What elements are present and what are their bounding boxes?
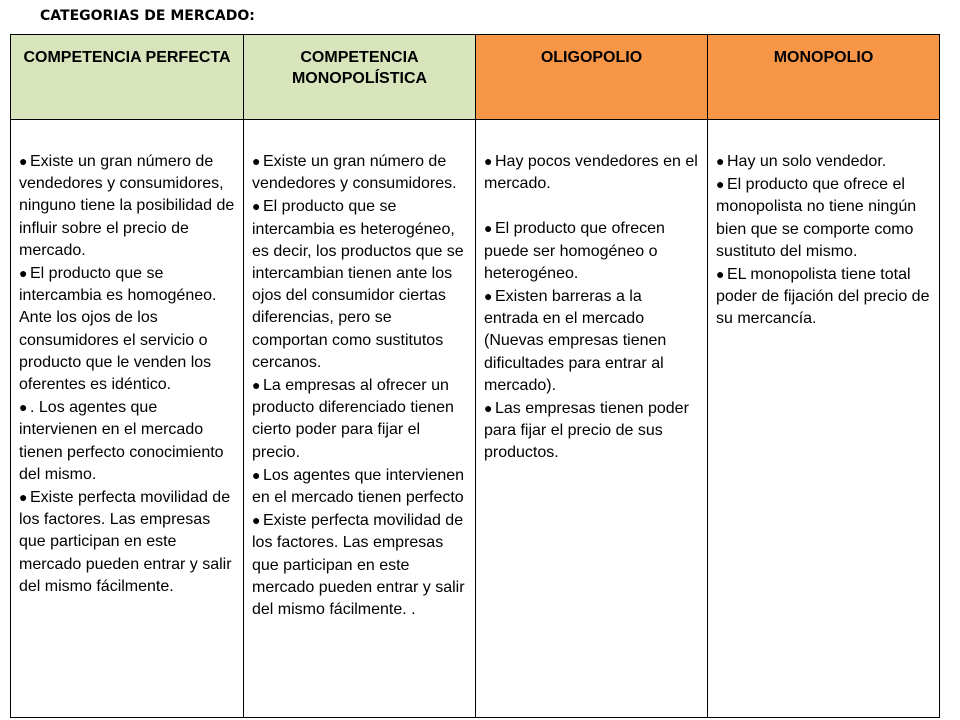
list-item: ● El producto que se intercambia es homogéneo. Ante los ojos de los consumidores el servicio o producto que le venden los oferentes es idéntico. — [19, 262, 235, 396]
list-item: ● Existe perfecta movilidad de los factores. Las empresas que participan en este mercado pueden entrar y salir del mismo fácilmente. . — [252, 509, 467, 621]
list-item: ● Existe un gran número de vendedores y consumidores, ninguno tiene la posibilidad de influir sobre el precio de mercado. — [19, 150, 235, 262]
list-item: ● Las empresas tienen poder para fijar el precio de sus productos. — [484, 397, 699, 465]
bullet-dot-icon: ● — [252, 466, 261, 483]
list-item: ● Existen barreras a la entrada en el mercado (Nuevas empresas tienen dificultades para entrar al mercado). — [484, 285, 699, 397]
content-row — [11, 120, 940, 718]
bullet-dot-icon: ● — [19, 489, 28, 506]
bullet-dot-icon: ● — [484, 288, 493, 305]
list-item: ● Los agentes que intervienen en el mercado tienen perfecto — [252, 464, 467, 509]
bullet-dot-icon: ● — [484, 153, 493, 169]
list-item: ● Existe un gran número de vendedores y consumidores. — [252, 150, 467, 195]
cell-oligopolio — [476, 120, 708, 718]
market-categories-table — [10, 34, 940, 718]
list-item: ● El producto que se intercambia es heterogéneo, es decir, los productos que se intercambian tienen ante los ojos del consumidor ciertas diferencias, pero se comportan como sustitutos cercanos. — [252, 195, 467, 374]
bullet-dot-icon: ● — [252, 153, 261, 169]
bullet-dot-icon: ● — [484, 400, 493, 417]
list-item: ● La empresas al ofrecer un producto diferenciado tienen cierto poder para fijar el precio. — [252, 374, 467, 464]
bullet-dot-icon: ● — [19, 265, 28, 282]
bullet-dot-icon: ● — [252, 198, 261, 215]
bullet-dot-icon: ● — [252, 377, 261, 394]
header-competencia-monopolistica: COMPETENCIA MONOPOLÍSTICA — [244, 35, 476, 120]
bullet-dot-icon: ● — [716, 266, 725, 283]
list-item: ● . Los agentes que intervienen en el mercado tienen perfecto conocimiento del mismo. — [19, 396, 235, 486]
bullet-dot-icon: ● — [716, 176, 725, 193]
bullet-dot-icon: ● — [716, 153, 725, 169]
list-item: ● Existe perfecta movilidad de los factores. Las empresas que participan en este mercado pueden entrar y salir del mismo fácilmente. — [19, 486, 235, 598]
points-list — [19, 150, 235, 598]
bullet-dot-icon: ● — [19, 399, 28, 416]
cell-competencia-perfecta — [11, 120, 244, 718]
cell-monopolio — [708, 120, 940, 718]
list-item: ● Hay un solo vendedor. — [716, 150, 931, 173]
header-monopolio: MONOPOLIO — [708, 35, 940, 120]
points-list — [716, 150, 931, 331]
points-list — [484, 150, 699, 465]
list-item: ● Hay pocos vendedores en el mercado. — [484, 150, 699, 195]
points-list — [252, 150, 467, 621]
bullet-dot-icon: ● — [484, 220, 493, 237]
header-oligopolio: OLIGOPOLIO — [476, 35, 708, 120]
header-row — [11, 35, 940, 120]
bullet-dot-icon: ● — [19, 153, 28, 169]
list-item: ● El producto que ofrecen puede ser homogéneo o heterogéneo. — [484, 217, 699, 285]
list-item: ● EL monopolista tiene total poder de fijación del precio de su mercancía. — [716, 263, 931, 331]
header-competencia-perfecta: COMPETENCIA PERFECTA — [11, 35, 244, 120]
bullet-dot-icon: ● — [252, 512, 261, 529]
list-item: ● El producto que ofrece el monopolista no tiene ningún bien que se comporte como sustituto del mismo. — [716, 173, 931, 263]
page-title: CATEGORIAS DE MERCADO: — [40, 8, 255, 24]
cell-competencia-monopolistica — [244, 120, 476, 718]
